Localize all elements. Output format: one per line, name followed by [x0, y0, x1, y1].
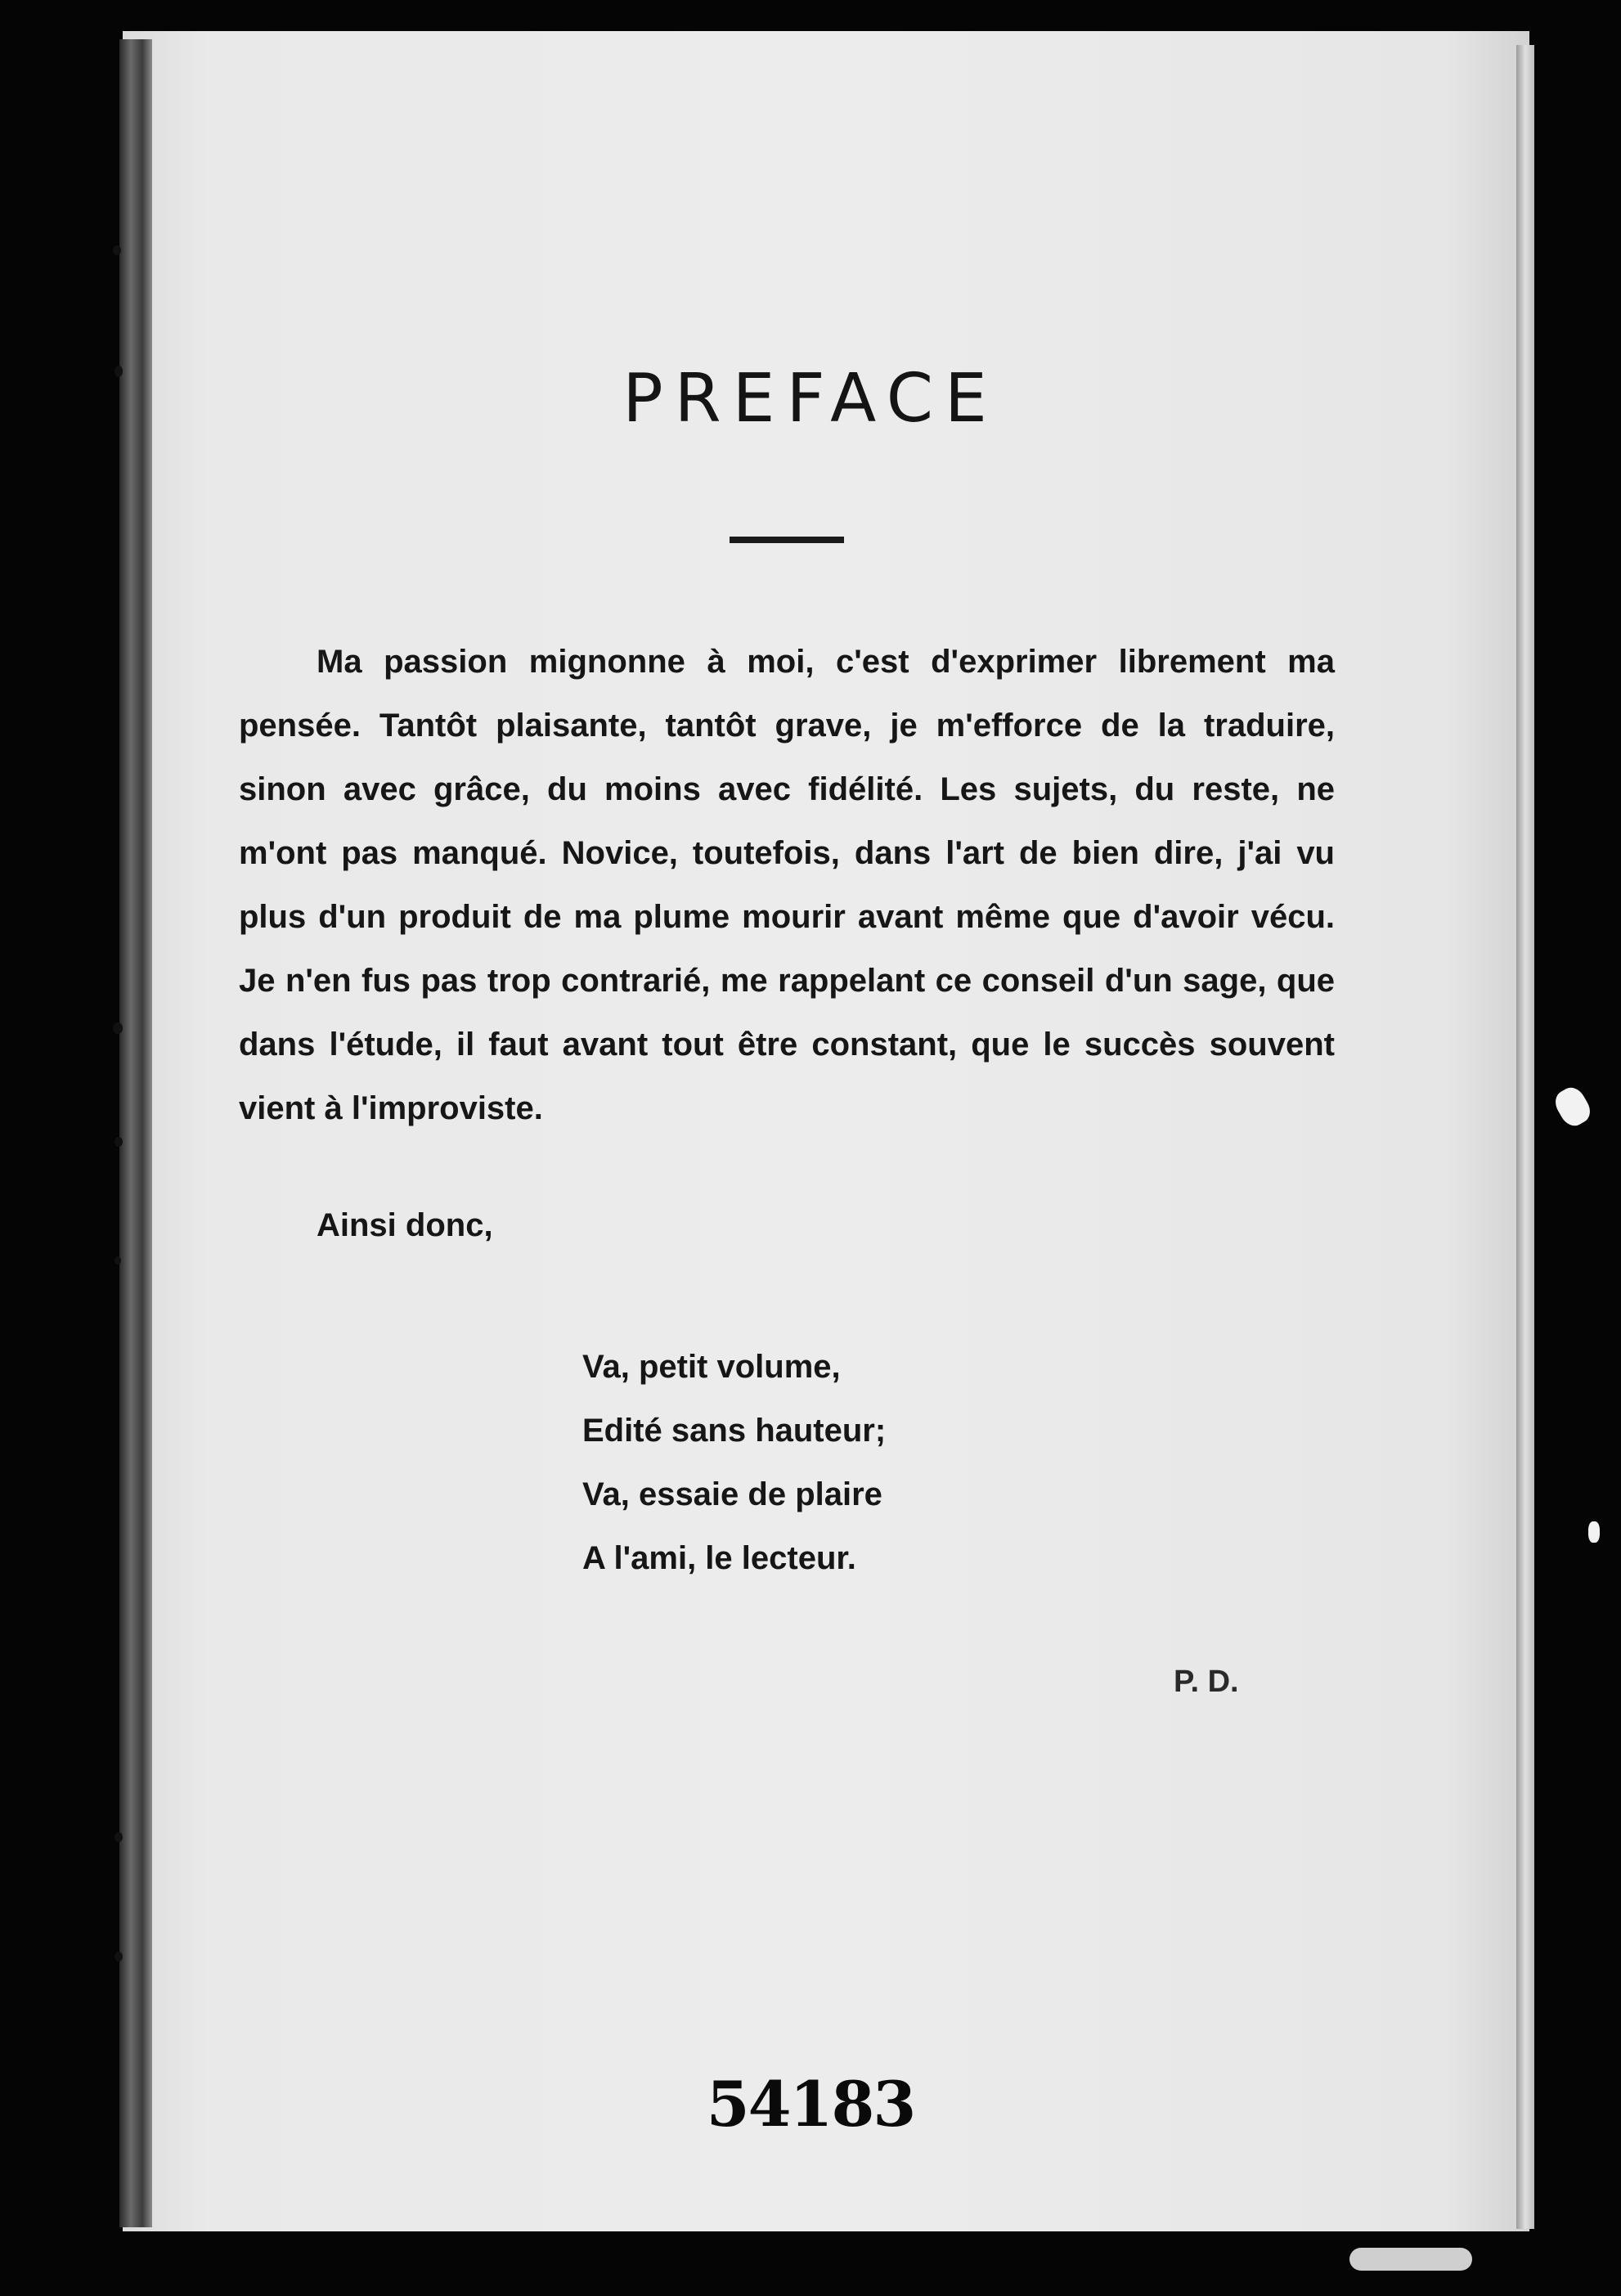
poem-line: Edité sans hauteur; — [582, 1413, 887, 1449]
author-signature: P. D. — [1174, 1665, 1239, 1699]
binding-speck — [115, 1952, 123, 1961]
scan-artifact — [1349, 2248, 1472, 2271]
poem-stanza — [582, 1335, 886, 1590]
scan-artifact — [1551, 1083, 1595, 1130]
salutation: Ainsi donc, — [317, 1207, 493, 1243]
preface-paragraph: Ma passion mignonne à moi, c'est d'exprimer librement ma pensée. Tantôt plaisante, tantôt grave, je m'efforce de la traduire, sinon avec grâce, du moins avec fidélité. Les sujets, du reste, ne m'ont pas manqué. Novice, toutefois, dans l'art de bien dire, j'ai vu plus d'un produit de ma plume mourir avant même que d'avoir vécu. Je n'en fus pas trop contrarié, me rappelant ce conseil d'un sage, que dans l'étude, il faut avant tout être constant, que le succès souvent vient à l'improviste. — [239, 644, 1335, 1126]
title-rule — [730, 537, 844, 543]
binding-speck — [115, 1137, 123, 1147]
poem-line: Va, petit volume, — [582, 1349, 841, 1385]
binding-speck — [113, 1022, 123, 1034]
poem-line: A l'ami, le lecteur. — [582, 1540, 856, 1576]
scan-artifact — [1588, 1521, 1600, 1543]
binding-speck — [115, 1256, 121, 1265]
catalog-number-stamp: 54183 — [706, 2068, 915, 2141]
binding-speck — [113, 245, 121, 255]
poem-line: Va, essaie de plaire — [582, 1476, 882, 1512]
page-title: PREFACE — [622, 360, 999, 438]
binding-speck — [115, 1832, 123, 1842]
